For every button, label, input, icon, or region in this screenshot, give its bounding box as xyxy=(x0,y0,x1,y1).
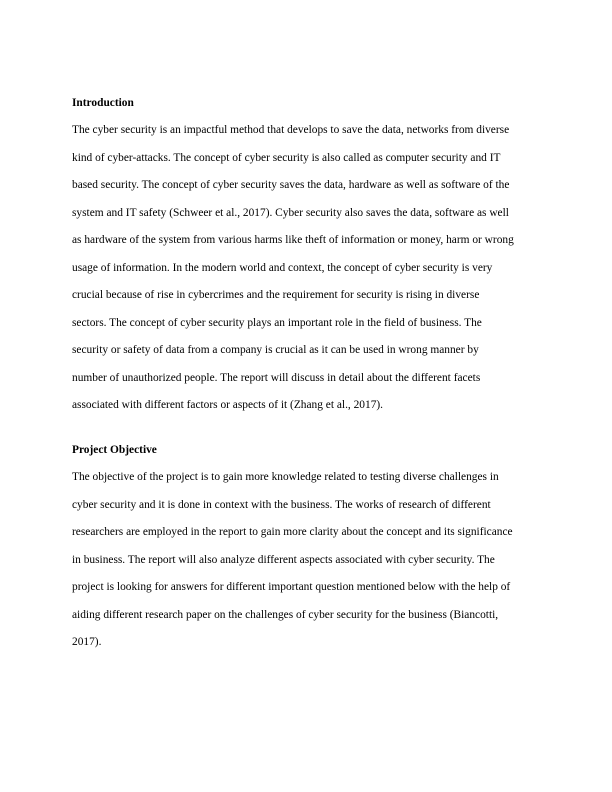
paragraph-line: based security. The concept of cyber security saves the data, hardware as well as software of the xyxy=(72,179,510,191)
paragraph-line: aiding different research paper on the challenges of cyber security for the business (Biancotti, xyxy=(72,608,499,621)
document-body xyxy=(72,94,542,651)
paragraph-line: as hardware of the system from various harms like theft of information or money, harm or wrong xyxy=(72,234,514,246)
paragraph-line: kind of cyber-attacks. The concept of cyber security is also called as computer security and IT xyxy=(72,151,501,164)
paragraph-line: The objective of the project is to gain more knowledge related to testing diverse challenges in xyxy=(72,471,499,483)
paragraph-line: usage of information. In the modern world and context, the concept of cyber security is very xyxy=(72,261,493,274)
paragraph-line: security or safety of data from a company is crucial as it can be used in wrong manner by xyxy=(72,344,479,356)
paragraph-line: cyber security and it is done in context with the business. The works of research of different xyxy=(72,498,491,511)
paragraph-line: researchers are employed in the report to gain more clarity about the concept and its significance xyxy=(72,526,513,538)
paragraph-line: system and IT safety (Schweer et al., 2017). Cyber security also saves the data, software as well xyxy=(72,206,509,219)
section-introduction xyxy=(72,94,542,414)
paragraph-line: The cyber security is an impactful method that develops to save the data, networks from diverse xyxy=(72,124,510,136)
paragraph-project-objective xyxy=(72,468,542,651)
paragraph-line: in business. The report will also analyze different aspects associated with cyber security. The xyxy=(72,553,495,566)
paragraph-line: project is looking for answers for different important question mentioned below with the help of xyxy=(72,581,511,593)
section-project-objective xyxy=(72,441,542,651)
section-heading-introduction: Introduction xyxy=(72,97,134,109)
paragraph-line: crucial because of rise in cybercrimes and the requirement for security is rising in diverse xyxy=(72,289,480,301)
paragraph-line: sectors. The concept of cyber security plays an important role in the field of business. The xyxy=(72,316,482,329)
paragraph-line: 2017). xyxy=(72,636,102,648)
paragraph-introduction xyxy=(72,121,542,414)
paragraph-line: number of unauthorized people. The report will discuss in detail about the different facets xyxy=(72,371,481,384)
paragraph-line: associated with different factors or aspects of it (Zhang et al., 2017). xyxy=(72,399,384,411)
section-heading-project-objective: Project Objective xyxy=(72,444,157,456)
